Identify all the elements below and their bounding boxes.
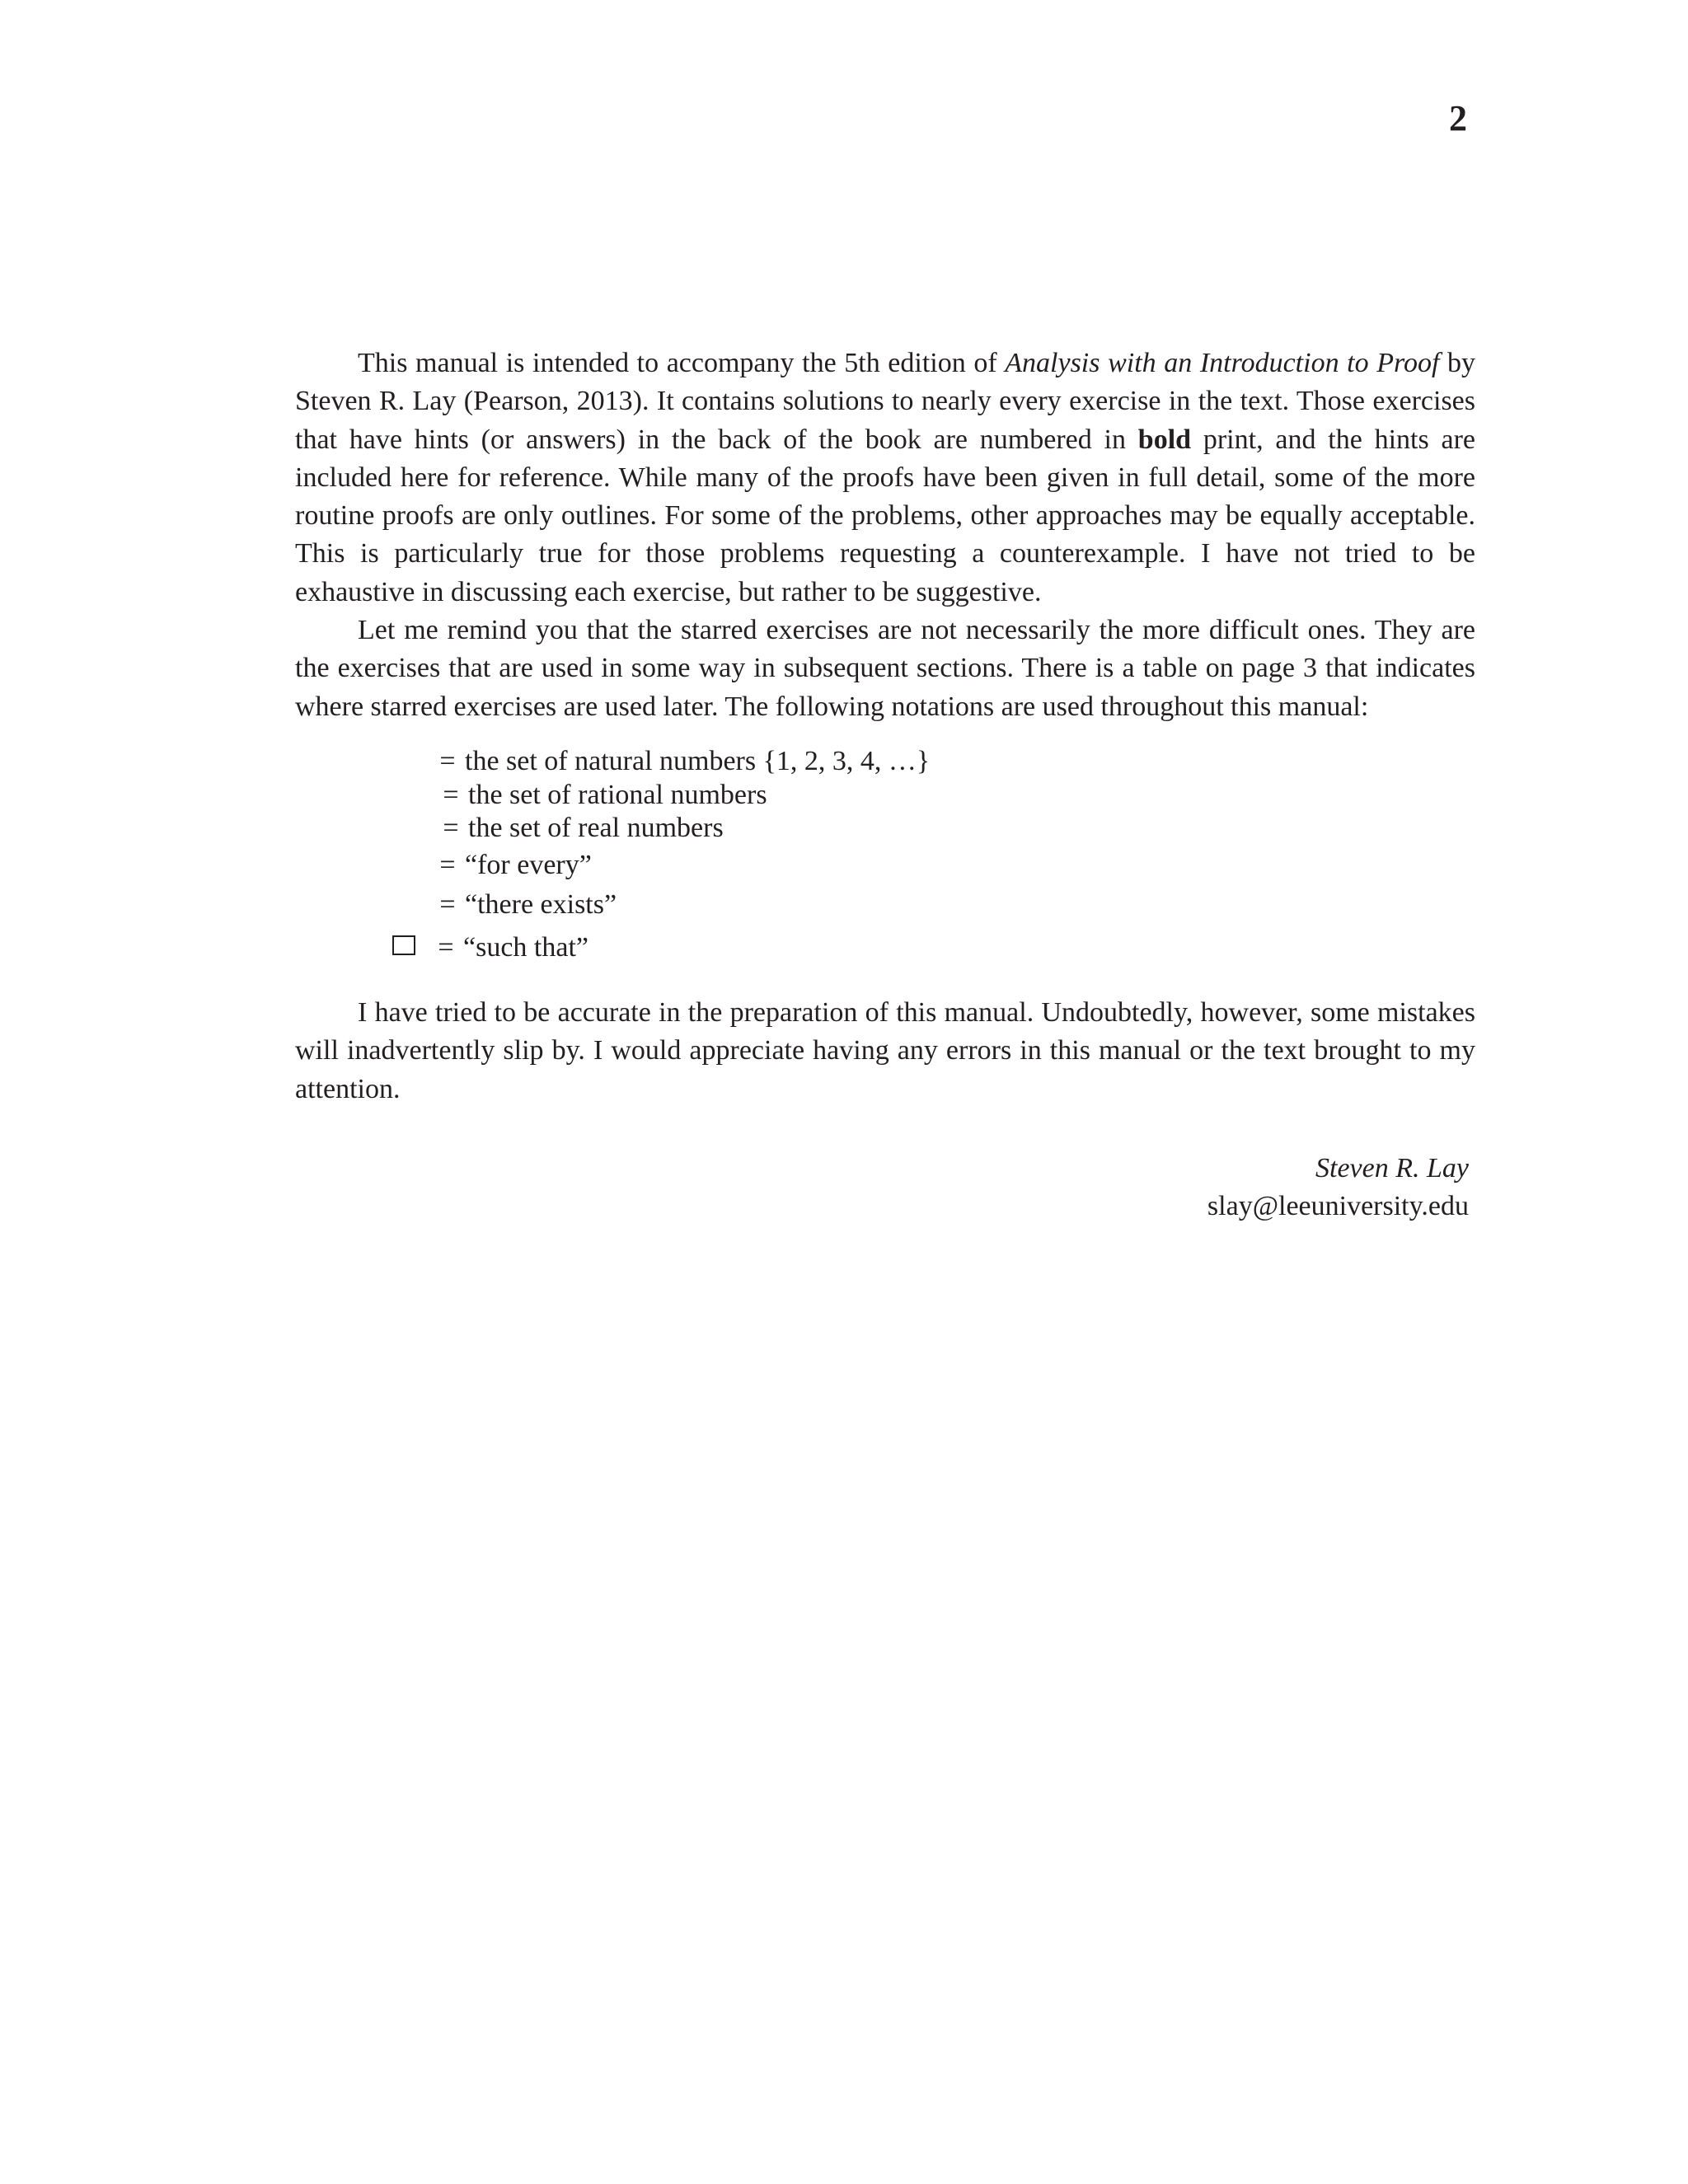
page-number: 2 — [1449, 98, 1467, 138]
author-name: Steven R. Lay — [1315, 1152, 1469, 1183]
equals-sign: = — [438, 931, 454, 963]
notation-natural-numbers — [397, 744, 1475, 780]
equals-sign: = — [439, 849, 456, 880]
notation-list — [295, 744, 1475, 971]
notation-symbol — [396, 935, 429, 960]
equals-sign: = — [439, 888, 456, 920]
notation-symbol — [401, 816, 434, 841]
notation-symbol — [397, 749, 430, 774]
intro-paragraph-2: Let me remind you that the starred exercises are not necessarily the more difficult ones. They are the exercises that are used in some way in subsequent sections. There is a table on page 3 that indicates where starred exercises are used later. The following notations are used throughout this manual: — [295, 615, 1475, 722]
notation-symbol — [397, 853, 430, 878]
box-icon — [392, 935, 415, 955]
notation-meaning: the set of natural numbers {1, 2, 3, 4, …} — [465, 746, 931, 777]
notation-real-numbers — [401, 811, 1475, 846]
bold-word: bold — [1137, 424, 1192, 455]
notation-meaning: “for every” — [465, 849, 592, 880]
intro-text-1: This manual is intended to accompany the 5th edition of — [358, 348, 1006, 378]
author-email: slay@leeuniversity.edu — [1207, 1191, 1469, 1222]
intro-paragraph-1 — [295, 344, 1475, 612]
notation-meaning: the set of rational numbers — [468, 779, 767, 810]
page-body — [295, 344, 1475, 1226]
notation-such-that — [396, 925, 1475, 971]
equals-sign: = — [439, 746, 456, 777]
signature-block — [295, 1150, 1475, 1226]
notation-rational-numbers — [401, 780, 1475, 811]
notation-meaning: “there exists” — [465, 888, 617, 920]
equals-sign: = — [443, 779, 459, 810]
notation-meaning: “such that” — [463, 931, 588, 963]
intro-text-3: print, and the hints are included here for reference. While many of the proofs have been given in full detail, some of the more routine proofs are only outlines. For some of the problems, other approaches may be equally acceptable. This is particularly true for those problems requesting a counterexample. I have not tried to be exhaustive in discussing each exercise, but rather to be suggestive. — [295, 424, 1475, 607]
notation-meaning: the set of real numbers — [468, 812, 724, 843]
intro-text-2: by Steven R. Lay (Pearson, 2013). It contains solutions to nearly every exercise in the text. Those exercises that have hints (or answers) in the back of the book are numbered in — [295, 348, 1476, 455]
notation-symbol — [401, 783, 434, 808]
notation-for-every — [397, 846, 1475, 885]
book-title: Analysis with an Introduction to Proof — [1005, 348, 1440, 378]
closing-paragraph: I have tried to be accurate in the preparation of this manual. Undoubtedly, however, some mistakes will inadvertently slip by. I would appreciate having any errors in this manual or the text brought to my attention. — [295, 996, 1475, 1104]
notation-symbol — [397, 893, 430, 917]
notation-there-exists — [397, 885, 1475, 925]
equals-sign: = — [443, 812, 459, 843]
